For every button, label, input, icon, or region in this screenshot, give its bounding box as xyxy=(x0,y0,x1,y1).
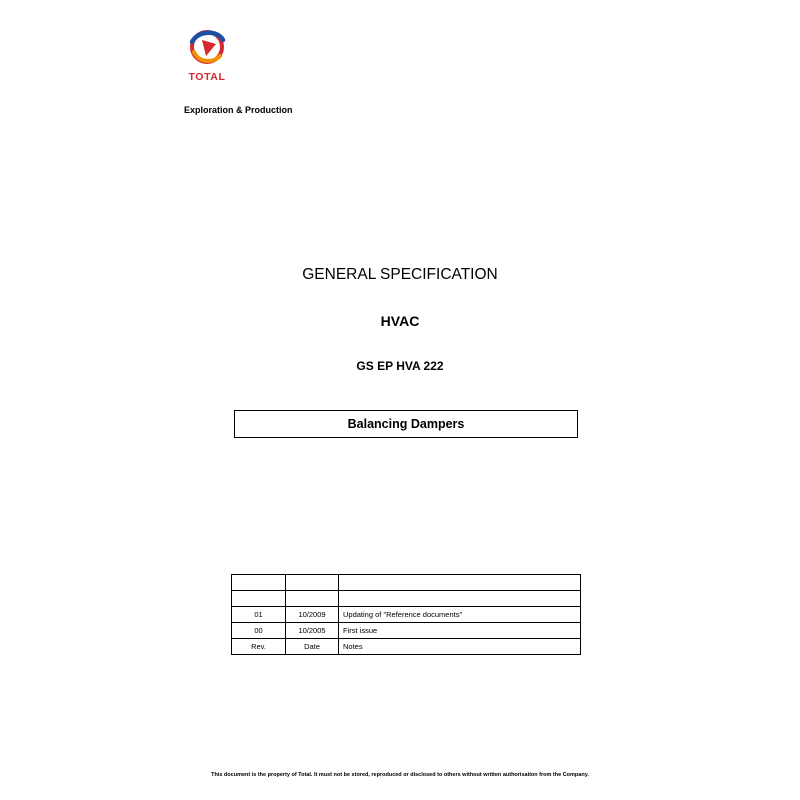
table-row xyxy=(232,607,581,623)
date-cell xyxy=(286,575,339,591)
logo-wordmark: TOTAL xyxy=(188,71,226,83)
date-cell: 10/2005 xyxy=(286,623,339,639)
notes-cell: First issue xyxy=(339,623,581,639)
rev-cell xyxy=(232,591,286,607)
revision-table xyxy=(231,574,581,655)
table-row xyxy=(232,575,581,591)
date-cell: 10/2009 xyxy=(286,607,339,623)
date-cell xyxy=(286,591,339,607)
document-type: GENERAL SPECIFICATION xyxy=(302,266,498,283)
document-subject: HVAC xyxy=(380,313,420,329)
notes-cell: Updating of "Reference documents" xyxy=(339,607,581,623)
table-row xyxy=(232,623,581,639)
division-label: Exploration & Production xyxy=(184,105,293,115)
notes-cell xyxy=(339,591,581,607)
rev-cell xyxy=(232,575,286,591)
rev-cell: 00 xyxy=(232,623,286,639)
document-title-box xyxy=(234,410,578,438)
total-logo xyxy=(182,26,232,88)
rev-column-header: Rev. xyxy=(232,639,286,655)
document-number: GS EP HVA 222 xyxy=(356,359,444,373)
total-logo-icon xyxy=(182,26,232,70)
notes-column-header: Notes xyxy=(339,639,581,655)
confidentiality-notice: This document is the property of Total. It must not be stored, reproduced or disclosed to others without written authorisation from the Company. xyxy=(211,772,589,778)
notes-cell xyxy=(339,575,581,591)
date-column-header: Date xyxy=(286,639,339,655)
table-header-row xyxy=(232,639,581,655)
rev-cell: 01 xyxy=(232,607,286,623)
table-row xyxy=(232,591,581,607)
document-title: Balancing Dampers xyxy=(347,417,465,431)
